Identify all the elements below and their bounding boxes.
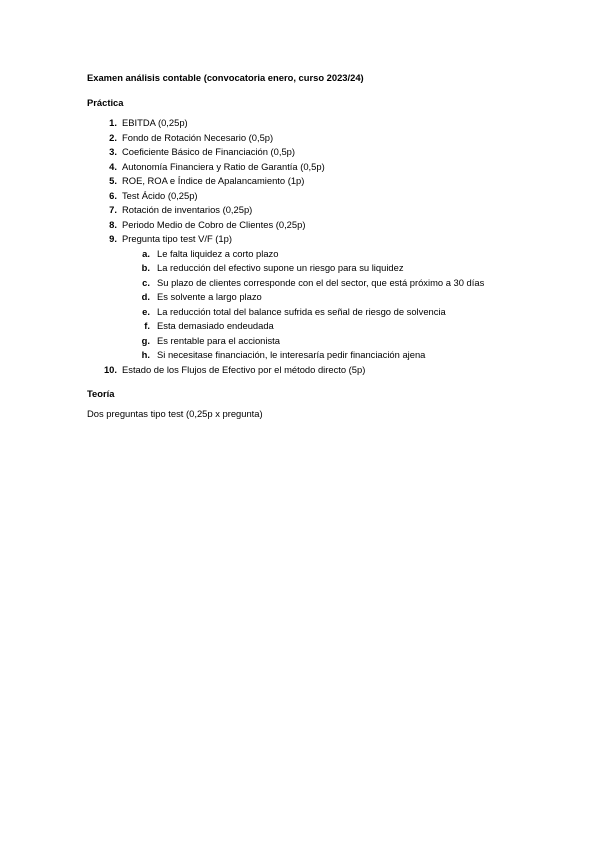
item-text: ROE, ROA e Índice de Apalancamiento (1p) xyxy=(122,175,305,186)
teoria-text: Dos preguntas tipo test (0,25p x pregunta) xyxy=(87,407,263,419)
vf-sublist xyxy=(122,247,537,363)
item-text: Rotación de inventarios (0,25p) xyxy=(122,204,253,215)
practica-list xyxy=(87,116,537,377)
item-number: 2. xyxy=(109,131,117,143)
item-number: 9. xyxy=(109,233,117,244)
sublist-item xyxy=(122,348,537,363)
practica-heading: Práctica xyxy=(87,96,124,108)
sublist-item xyxy=(122,305,537,320)
sub-item-text: Esta demasiado endeudada xyxy=(157,320,274,331)
sub-item-letter: d. xyxy=(141,291,150,302)
sub-item-text: Su plazo de clientes corresponde con el del sector, que está próximo a 30 días xyxy=(157,276,485,288)
list-item xyxy=(87,160,537,175)
item-number: 8. xyxy=(109,218,117,230)
sub-item-text: Es solvente a largo plazo xyxy=(157,291,262,302)
list-item xyxy=(87,203,537,218)
item-number: 5. xyxy=(109,175,117,186)
item-text: Autonomía Financiera y Ratio de Garantía (0,5p) xyxy=(122,160,325,172)
sub-item-text: La reducción total del balance sufrida es señal de riesgo de solvencia xyxy=(157,305,446,317)
sub-item-letter: a. xyxy=(142,247,150,259)
item-number: 3. xyxy=(109,146,117,157)
sub-item-text: Si necesitase financiación, le interesaría pedir financiación ajena xyxy=(157,349,426,360)
sub-item-letter: b. xyxy=(141,262,150,273)
list-item xyxy=(87,363,537,378)
item-number: 6. xyxy=(109,189,117,201)
sub-item-text: Le falta liquidez a corto plazo xyxy=(157,247,279,259)
list-item xyxy=(87,131,537,146)
sub-item-letter: h. xyxy=(141,349,150,360)
sublist-item xyxy=(122,261,537,276)
sublist-item xyxy=(122,247,537,262)
sublist-item xyxy=(122,276,537,291)
item-number: 1. xyxy=(109,117,117,128)
sublist-item xyxy=(122,290,537,305)
sublist-item xyxy=(122,319,537,334)
list-item xyxy=(87,189,537,204)
item-number: 4. xyxy=(109,160,117,172)
item-text: EBITDA (0,25p) xyxy=(122,117,188,128)
item-text: Test Ácido (0,25p) xyxy=(122,189,198,201)
list-item xyxy=(87,145,537,160)
item-text: Fondo de Rotación Necesario (0,5p) xyxy=(122,131,274,143)
sub-item-letter: f. xyxy=(144,320,150,331)
item-text: Pregunta tipo test V/F (1p) xyxy=(122,233,232,244)
list-item xyxy=(87,116,537,131)
item-number: 10. xyxy=(103,363,117,375)
item-text: Periodo Medio de Cobro de Clientes (0,25p) xyxy=(122,218,306,230)
sub-item-text: La reducción del efectivo supone un riesgo para su liquidez xyxy=(157,262,404,273)
item-text: Coeficiente Básico de Financiación (0,5p) xyxy=(122,146,296,157)
list-item xyxy=(87,218,537,233)
teoria-heading: Teoría xyxy=(87,388,115,399)
document-content xyxy=(87,71,537,421)
sub-item-text: Es rentable para el accionista xyxy=(157,334,280,346)
list-item xyxy=(87,232,537,363)
list-item xyxy=(87,174,537,189)
item-text: Estado de los Flujos de Efectivo por el método directo (5p) xyxy=(122,363,366,375)
sub-item-letter: c. xyxy=(142,276,150,288)
sub-item-letter: e. xyxy=(142,305,150,317)
item-number: 7. xyxy=(109,204,117,215)
sublist-item xyxy=(122,334,537,349)
document-title: Examen análisis contable (convocatoria enero, curso 2023/24) xyxy=(87,72,364,83)
sub-item-letter: g. xyxy=(141,334,150,346)
